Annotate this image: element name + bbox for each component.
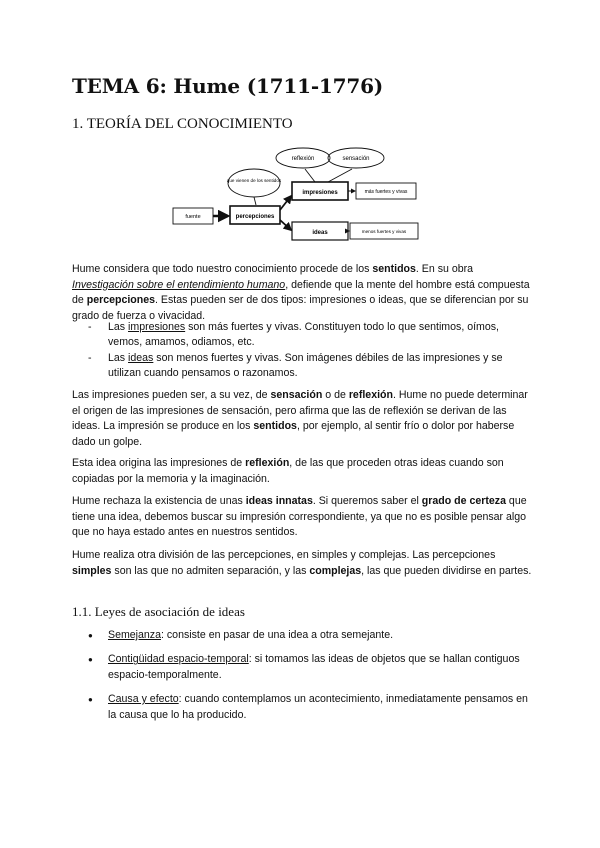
- list-item: ● Causa y efecto: cuando contemplamos un acontecimiento, inmediatamente pensamos en la causa que lo ha producido.: [88, 692, 532, 723]
- page-title: TEMA 6: Hume (1711-1776): [72, 74, 384, 98]
- knowledge-diagram: [170, 138, 430, 250]
- arrow-percepciones-ideas: [280, 220, 291, 230]
- paragraph-impresiones: Las impresiones pueden ser, a su vez, de sensación o de reflexión. Hume no puede determinar el origen de las impresiones de sensación, pero afirma que las de reflexión se derivan de las ideas. La impresión se produce en los sentidos, por ejemplo, al sentir frío o dolor por haberse dado un golpe.: [72, 389, 528, 448]
- distinguir-ellipse: [228, 169, 280, 197]
- paragraph-ideas-innatas: Hume rechaza la existencia de unas ideas innatas. Si queremos saber el grado de certeza que tiene una idea, debemos buscar su impresión correspondiente, ya que no es posible pensar algo que no haya estado antes en nuestros sentidos.: [72, 495, 527, 539]
- fuertes-label: más fuertes y vivas: [364, 189, 408, 195]
- bullet-list-percepciones: [88, 320, 528, 382]
- work-title-link: Investigación sobre el entendimiento humano: [72, 278, 286, 291]
- section-heading-leyes: 1.1. Leyes de asociación de ideas: [72, 604, 245, 619]
- sensacion-label: sensación: [342, 156, 370, 162]
- arrow-percepciones-impresiones: [280, 196, 291, 210]
- paragraph-reflexion: Esta idea origina las impresiones de reflexión, de las que proceden otras ideas cuando son copiadas por la memoria y la imaginación.: [72, 457, 504, 485]
- section-heading-teoria: 1. TEORÍA DEL CONOCIMIENTO: [72, 116, 293, 132]
- percepciones-label: percepciones: [235, 214, 275, 220]
- reflexion-label: reflexión: [291, 156, 315, 162]
- connector-line: [254, 197, 256, 205]
- ideas-label: ideas: [312, 230, 328, 236]
- impresiones-label: impresiones: [302, 190, 338, 196]
- list-item: ● Contigüidad espacio-temporal: si tomamos las ideas de objetos que se hallan contiguos espacio-temporalmente.: [88, 652, 532, 683]
- distinguir-label: que vienen de los sentidos: [226, 178, 282, 183]
- connector-line: [328, 169, 352, 182]
- debiles-label: menos fuertes y vivas: [361, 229, 407, 234]
- list-item: ● Semejanza: consiste en pasar de una idea a otra semejante.: [88, 628, 532, 643]
- connector-line: [305, 169, 315, 182]
- fuente-label: fuente: [185, 214, 201, 220]
- list-item: - Las impresiones son más fuertes y vivas. Constituyen todo lo que sentimos, oímos, vemos, amamos, odiamos, etc.: [88, 320, 528, 351]
- list-item: - Las ideas son menos fuertes y vivas. Son imágenes débiles de las impresiones y se utilizan cuando pensamos o razonamos.: [88, 351, 528, 382]
- paragraph-simples-complejas: Hume realiza otra división de las percepciones, en simples y complejas. Las percepciones simples son las que no admiten separación, y las complejas, las que pueden dividirse en partes.: [72, 549, 532, 577]
- laws-list: [88, 628, 532, 732]
- paragraph-intro: Hume considera que todo nuestro conocimiento procede de los sentidos. En su obra Investigación sobre el entendimiento humano, defiende que la mente del hombre está compuesta de percepciones. Estas pueden ser de dos tipos: impresiones o ideas, que se diferencian por su grado de fuerza o vivacidad.: [72, 263, 530, 322]
